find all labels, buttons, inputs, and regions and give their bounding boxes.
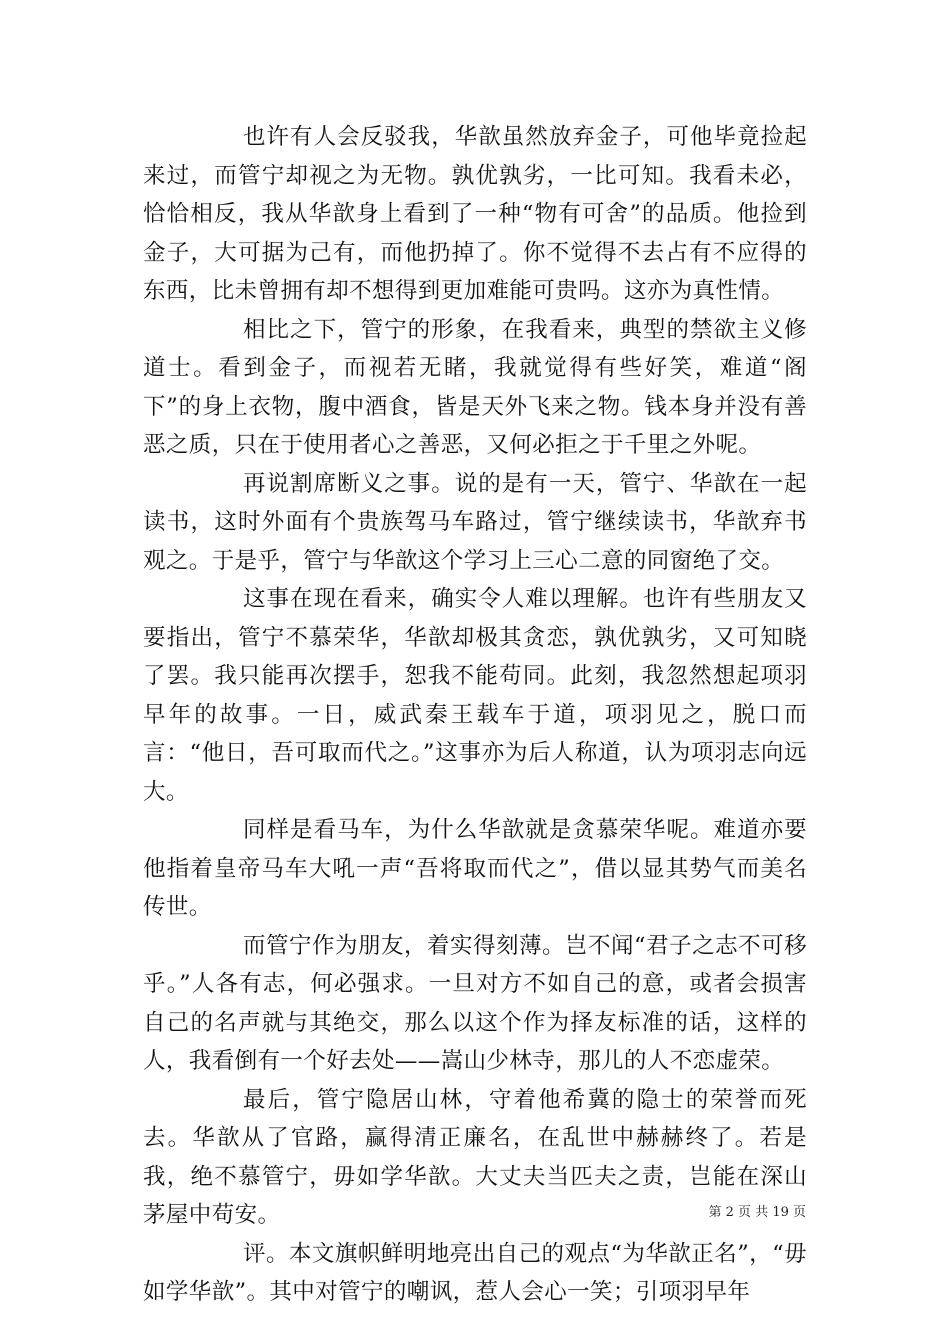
paragraph-1: 也许有人会反驳我，华歆虽然放弃金子，可他毕竟捡起来过，而管宁却视之为无物。孰优孰劣，一比可知。我看未必，恰恰相反，我从华歆身上看到了一种“物有可舍”的品质。他捡到金子，大可据为己有，而他扔掉了。你不觉得不去占有不应得的东西，比未曾拥有却不想得到更加难能可贵吗。这亦为真性情。 bbox=[143, 124, 807, 304]
paragraph-5: 同样是看马车，为什么华歆就是贪慕荣华呢。难道亦要他指着皇帝马车大吼一声“吾将取而代之”，借以显其势气而美名传世。 bbox=[143, 817, 807, 920]
paragraph-7: 最后，管宁隐居山林，守着他希冀的隐士的荣誉而死去。华歆从了官路，赢得清正廉名，在乱世中赫赫终了。若是我，绝不慕管宁，毋如学华歆。大丈夫当匹夫之责，岂能在深山茅屋中苟安。 bbox=[143, 1086, 807, 1228]
paragraph-4: 这事在现在看来，确实令人难以理解。也许有些朋友又要指出，管宁不慕荣华，华歆却极其贪恋，孰优孰劣，又可知晓了罢。我只能再次摆手，恕我不能苟同。此刻，我忽然想起项羽早年的故事。一日，威武秦王载车于道，项羽见之，脱口而言：“他日，吾可取而代之。”这事亦为后人称道，认为项羽志向远大。 bbox=[143, 586, 807, 805]
paragraph-6: 而管宁作为朋友，着实得刻薄。岂不闻“君子之志不可移乎。”人各有志，何必强求。一旦对方不如自己的意，或者会损害自己的名声就与其绝交，那么以这个作为择友标准的话，这样的人，我看倒有一个好去处——嵩山少林寺，那儿的人不恋虚荣。 bbox=[143, 932, 807, 1074]
page-number-footer: 第 2 页 共 19 页 bbox=[708, 1205, 806, 1220]
document-body bbox=[143, 118, 807, 1312]
paragraph-3: 再说割席断义之事。说的是有一天，管宁、华歆在一起读书，这时外面有个贵族驾马车路过，管宁继续读书，华歆弃书观之。于是乎，管宁与华歆这个学习上三心二意的同窗绝了交。 bbox=[143, 470, 807, 574]
paragraph-2: 相比之下，管宁的形象，在我看来，典型的禁欲主义修道士。看到金子，而视若无睹，我就觉得有些好笑，难道“阁下”的身上衣物，腹中酒食，皆是天外飞来之物。钱本身并没有善恶之质，只在于使用者心之善恶，又何必拒之于千里之外呢。 bbox=[143, 316, 807, 458]
paragraph-8-commentary: 评。本文旗帜鲜明地亮出自己的观点“为华歆正名”，“毋如学华歆”。其中对管宁的嘲讽，惹人会心一笑；引项羽早年 bbox=[143, 1240, 807, 1305]
